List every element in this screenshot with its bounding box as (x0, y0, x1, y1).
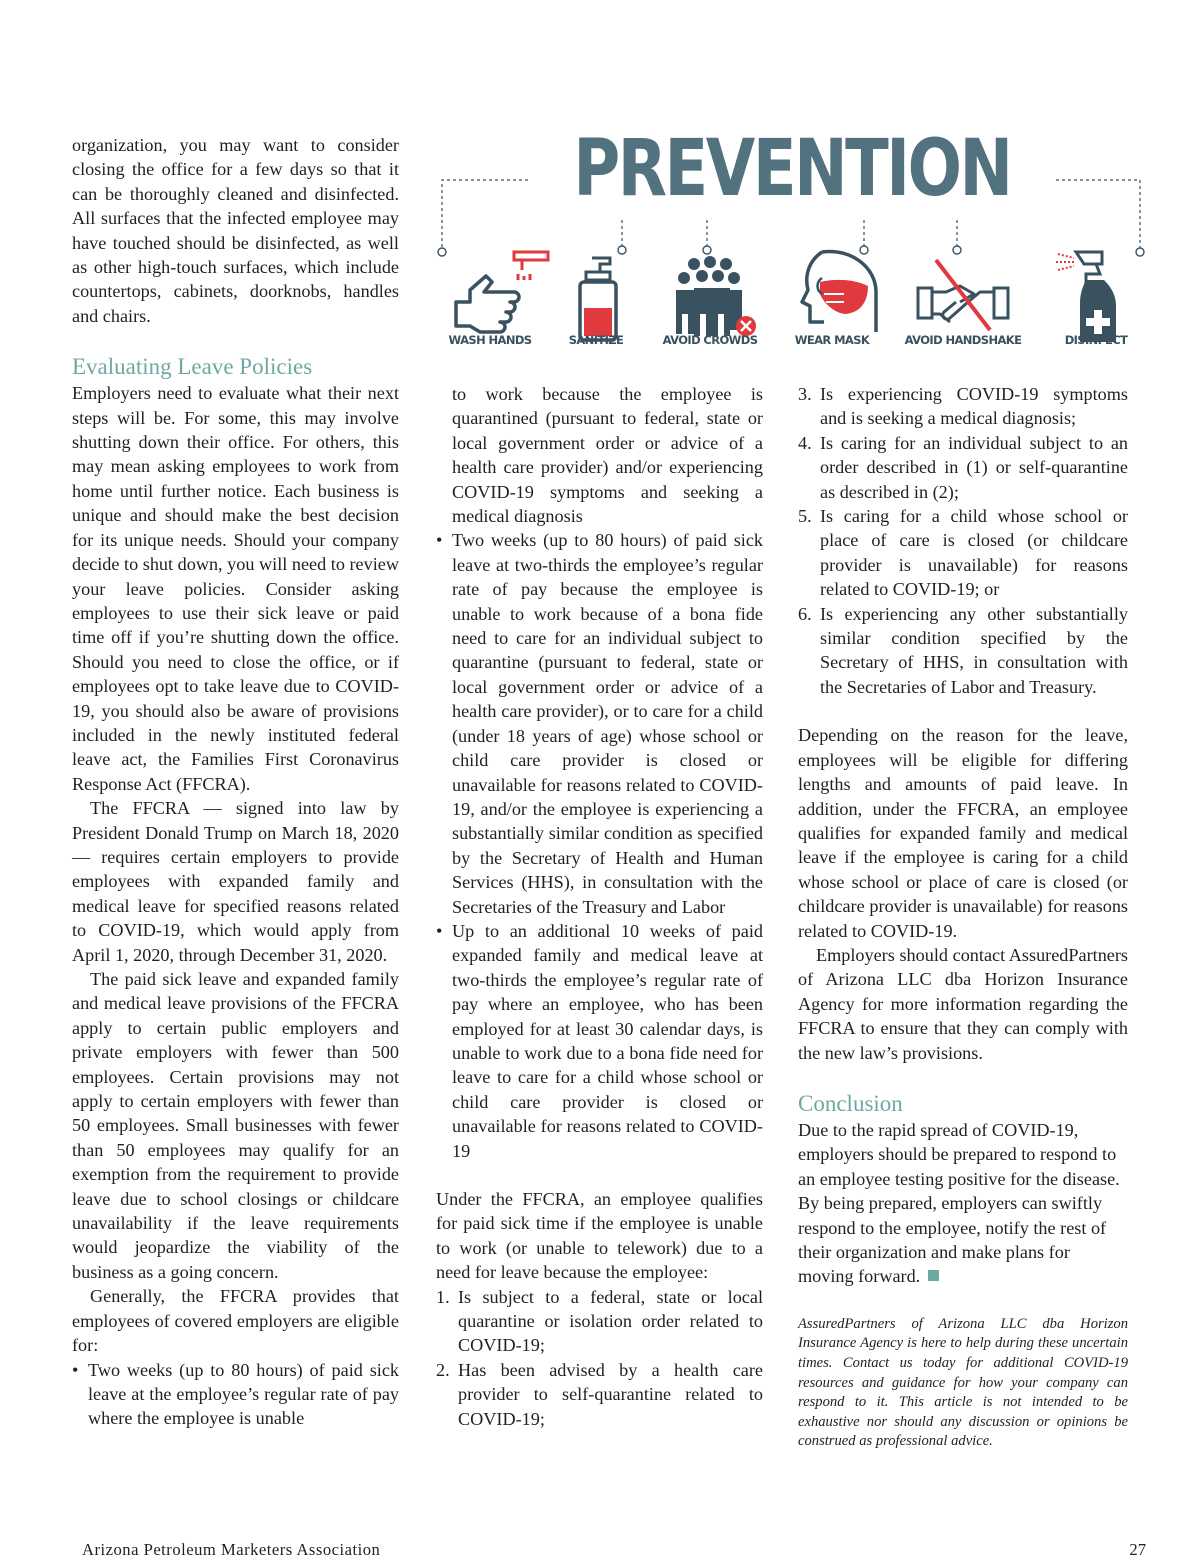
intro-paragraph: organization, you may want to consider closing the office for a few days so that it can be thoroughly cleaned and disinfected. All surfaces that the infected employee may have touched should be disinfected, as well as other high-touch surfaces, which include countertops, cabinets, doorknobs, handles and chairs. (72, 135, 399, 326)
wear-mask-icon (802, 251, 876, 332)
label-avoid-crowds: AVOID CROWDS (662, 333, 758, 347)
numbered-item (436, 1358, 763, 1431)
bullet-list (72, 1358, 399, 1431)
label-disinfect: DISINFECT (1064, 333, 1128, 347)
column-1 (72, 133, 399, 1431)
conclusion-text: Due to the rapid spread of COVID-19, employers should be prepared to respond to an employee testing positive for the disease. By being prepared, employers can swiftly respond to the employee, notify the rest of their organization and make plans for moving forward. (798, 1119, 1120, 1287)
section-heading-conclusion: Conclusion (798, 1090, 903, 1116)
label-wash-hands: WASH HANDS (448, 333, 532, 347)
numbered-item (798, 504, 1128, 602)
item-number: 5. (798, 506, 812, 527)
bullet-item: • Two weeks (up to 80 hours) of paid sick leave at the employee’s regular rate of pay where the employee is unable (72, 1358, 399, 1431)
disinfect-icon (1056, 252, 1116, 342)
item-number: 3. (798, 384, 812, 404)
paragraph: Under the FFCRA, an employee qualifies for paid sick time if the employee is unable to work (or unable to telework) due to a need for leave because the employee: (436, 1189, 763, 1283)
section-heading-leave-policies: Evaluating Leave Policies (72, 354, 313, 380)
numbered-item (798, 431, 1128, 504)
end-mark-icon (928, 1270, 939, 1281)
numbered-item (798, 602, 1128, 700)
paragraph: Employers need to evaluate what their next steps will be. For some, this may involve shutting down their office. For others, this may mean asking employees to work from home until further notice. Each business is unique and should make the best decision for its unique needs. Should your company decide to shut down, you will need to review your leave policies. Consider asking employees to use their sick leave or paid time off if you’re shutting down the office. Should you need to close the office, or if employees opt to take leave due to COVID-19, you should also be aware of provisions included in the newly instituted federal leave act, the Families First Coronavirus Response Act (FFCRA). (72, 383, 399, 794)
item-text: Is subject to a federal, state or local quarantine or isolation order related to COVID-19; (458, 1286, 763, 1356)
item-text: Is experiencing any other substantially similar condition specified by the Secretary of HHS, in consultation with the Secretaries of Labor and Treasury. (820, 603, 1128, 697)
label-avoid-handshake: AVOID HANDSHAKE (904, 333, 1022, 347)
item-number: 1. (436, 1286, 450, 1307)
prevention-title: PREVENTION (573, 124, 1011, 214)
bullet-list (436, 382, 763, 1163)
avoid-crowds-icon (676, 256, 756, 336)
sanitize-icon (580, 258, 616, 340)
item-number: 2. (436, 1359, 450, 1380)
wash-hands-icon (456, 252, 548, 332)
paragraph: Generally, the FFCRA provides that employees of covered employers are eligible for: (72, 1286, 399, 1356)
footer-publication: Arizona Petroleum Marketers Association (82, 1540, 381, 1559)
numbered-item (798, 382, 1128, 431)
disclaimer-note: AssuredPartners of Arizona LLC dba Horizon Insurance Agency is here to help during these uncertain times. Contact us today for additional COVID-19 resources and guidance for how your company can respond to it. This article is not intended to be exhaustive nor should any discussion or opinions be construed as professional advice. (798, 1315, 1128, 1450)
paragraph: The paid sick leave and expanded family and medical leave provisions of the FFCRA apply to certain public employers and private employers with fewer than 500 employees. Certain provisions may not apply to certain employers with fewer than 50 employees. Small businesses with fewer than 50 employees may qualify for an exemption from the requirement to provide leave due to school closings or childcare unavailability if the leave requirements would jeopardize the viability of the business as a going concern. (72, 969, 399, 1282)
item-text: Is caring for an individual subject to an order described in (1) or self-quarantine as described in (2); (820, 432, 1128, 502)
label-sanitize: SANITIZE (568, 333, 624, 347)
numbered-list (436, 1285, 763, 1431)
paragraph: Depending on the reason for the leave, employees will be eligible for differing lengths and amounts of paid leave. In addition, under the FFCRA, an employee qualifies for expanded family and medical leave if the employee is caring for a child whose school or place of care is closed (or childcare provider is unavailable) for reasons related to COVID-19. (798, 725, 1128, 941)
avoid-handshake-icon (918, 260, 1008, 330)
numbered-item (436, 1285, 763, 1358)
item-text: Is caring for a child whose school or place of care is closed (or childcare provider is unavailable) for reasons related to COVID-19; or (820, 506, 1128, 600)
column-2 (436, 382, 763, 1431)
paragraph: Employers should contact AssuredPartners of Arizona LLC dba Horizon Insurance Agency for more information regarding the FFCRA to ensure that they can comply with the new law’s provisions. (798, 944, 1128, 1063)
item-text: Is experiencing COVID-19 symptoms and is seeking a medical diagnosis; (820, 384, 1128, 429)
numbered-list (798, 382, 1128, 699)
footer-page-number: 27 (1129, 1540, 1146, 1559)
bullet-item: • Two weeks (up to 80 hours) of paid sick leave at two-thirds the employee’s regular rate of pay because the employee is unable to work because of a bona fide need to care for an individual subject to quarantine (pursuant to federal, state or local government order or advice of a health care provider), or to care for a child (under 18 years of age) whose school or child care provider is closed or unavailable for reasons related to COVID-19, and/or the employee is experiencing a substantially similar condition as specified by the Secretary of Health and Human Services (HHS), in consultation with the Secretaries of the Treasury and Labor (436, 528, 763, 919)
prevention-infographic (432, 124, 1152, 358)
item-number: 4. (798, 432, 812, 453)
column-3 (798, 382, 1128, 1452)
label-wear-mask: WEAR MASK (794, 333, 870, 347)
item-text: Has been advised by a health care provider to self-quarantine related to COVID-19; (458, 1359, 763, 1429)
bullet-item: • Up to an additional 10 weeks of paid expanded family and medical leave at two-thirds the employee’s regular rate of pay where an employee, who has been employed for at least 30 calendar days, is unable to work due to a bona fide need for leave to care for a child whose school or child care provider is closed or unavailable for reasons related to COVID-19 (436, 919, 763, 1163)
paragraph: The FFCRA — signed into law by President Donald Trump on March 18, 2020 — requires certain employers to provide employees with expanded family and medical leave for specified reasons related to COVID-19, which would apply from April 1, 2020, through December 31, 2020. (72, 798, 399, 965)
item-number: 6. (798, 603, 812, 624)
bullet-item-continued: to work because the employee is quarantined (pursuant to federal, state or local government order or advice of a health care provider) and/or experiencing COVID-19 symptoms and seeking a medical diagnosis (452, 384, 763, 527)
paragraph (798, 1118, 1128, 1289)
